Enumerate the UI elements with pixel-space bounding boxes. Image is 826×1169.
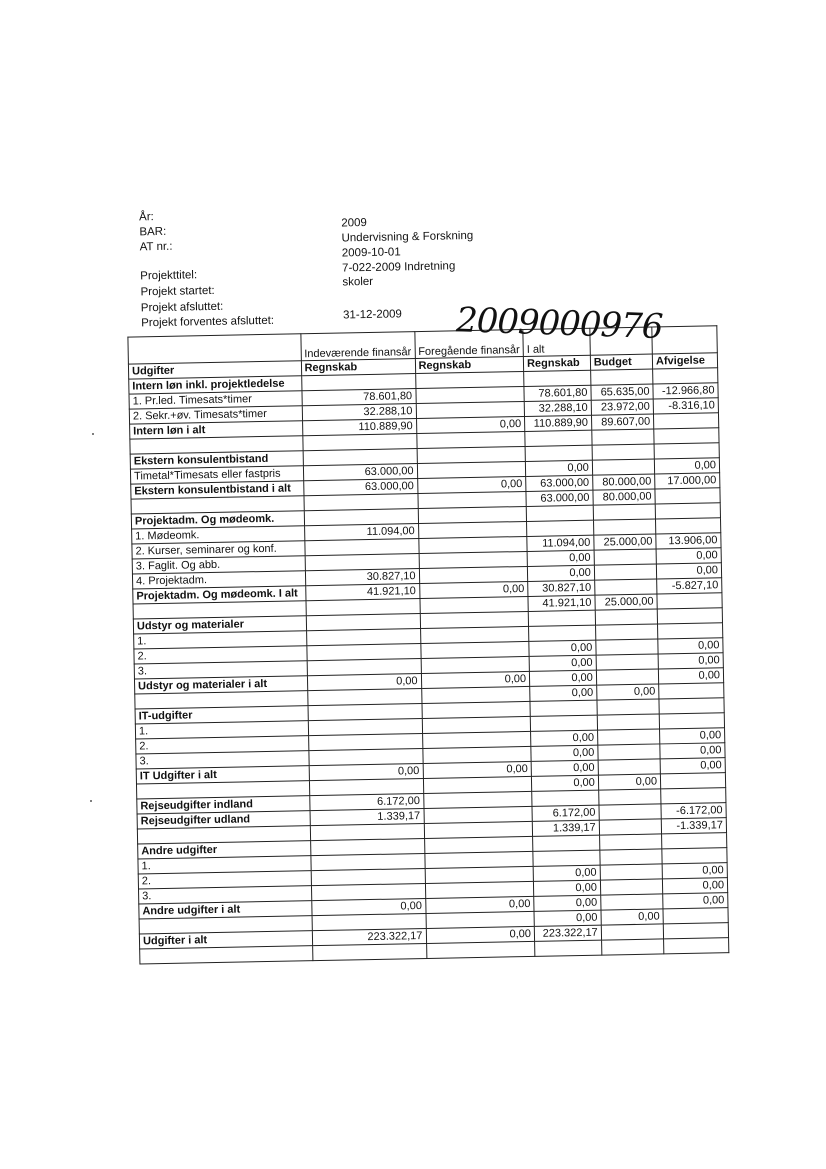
amount-cell: 0,00	[662, 863, 727, 879]
row-label: 3.	[136, 751, 309, 769]
amount-cell: 63.000,00	[526, 490, 593, 506]
scan-speck	[92, 433, 94, 435]
amount-cell: 0,00	[421, 671, 530, 688]
amount-cell	[597, 699, 659, 715]
row-label: Projektadm. Og mødeomk.	[131, 511, 304, 529]
amount-cell: 78.601,80	[524, 385, 591, 401]
amount-cell	[653, 368, 718, 384]
label-year: År:	[138, 211, 154, 224]
amount-cell	[592, 429, 654, 445]
amount-cell	[527, 520, 594, 536]
amount-cell	[663, 908, 728, 924]
amount-cell	[595, 609, 657, 625]
amount-cell: 0,00	[662, 878, 727, 894]
label-project-title: Projekttitel:	[140, 269, 198, 283]
amount-cell: 0,00	[660, 758, 725, 774]
column-header: Regnskab	[523, 355, 590, 371]
amount-cell	[528, 610, 595, 626]
value-expected-end: 31-12-2009	[342, 308, 402, 322]
amount-cell	[601, 894, 663, 910]
amount-cell: 0,00	[660, 728, 725, 744]
value-at-nr: 2009-10-01	[341, 246, 401, 260]
amount-cell: 0,00	[527, 550, 594, 566]
amount-cell	[426, 941, 535, 958]
amount-cell: 6.172,00	[309, 793, 423, 810]
row-label: Ekstern konsulentbistand	[130, 451, 303, 469]
amount-cell	[654, 428, 719, 444]
amount-cell	[655, 488, 720, 504]
amount-cell	[664, 938, 729, 954]
amount-cell	[659, 713, 724, 729]
amount-cell	[661, 788, 726, 804]
amount-cell	[590, 369, 652, 385]
amount-cell	[599, 819, 661, 835]
row-label: 1. Pr.led. Timesats*timer	[129, 391, 302, 409]
amount-cell: 0,00	[660, 743, 725, 759]
row-label: 3. Faglit. Og abb.	[132, 556, 305, 574]
amount-cell: 89.607,00	[591, 414, 653, 430]
amount-cell	[662, 848, 727, 864]
amount-cell	[595, 624, 657, 640]
column-group-header: Foregående finansår	[414, 329, 523, 358]
amount-cell	[594, 579, 656, 595]
label-project-expected-end: Projekt forventes afsluttet:	[141, 314, 275, 330]
amount-cell: 0,00	[658, 668, 723, 684]
amount-cell	[524, 370, 591, 386]
amount-cell	[593, 519, 655, 535]
amount-cell	[655, 503, 720, 519]
amount-cell	[657, 593, 722, 609]
amount-cell: 0,00	[531, 760, 598, 776]
amount-cell: 0,00	[425, 896, 534, 913]
column-header: Regnskab	[415, 356, 524, 373]
row-label: Timetal*Timesats eller fastpris	[130, 466, 303, 484]
amount-cell	[596, 639, 658, 655]
label-project-started: Projekt startet:	[140, 284, 215, 299]
amount-cell: 110.889,90	[302, 419, 416, 436]
amount-cell: 63.000,00	[303, 464, 417, 481]
amount-cell: 1.339,17	[532, 820, 599, 836]
amount-cell	[598, 744, 660, 760]
amount-cell: 0,00	[531, 730, 598, 746]
amount-cell: 0,00	[426, 926, 535, 943]
amount-cell: 78.601,80	[301, 389, 415, 406]
row-label: IT Udgifter i alt	[136, 766, 309, 784]
row-label: Ekstern konsulentbistand i alt	[131, 481, 304, 499]
amount-cell: 0,00	[534, 895, 601, 911]
amount-cell: 65.635,00	[591, 384, 653, 400]
amount-cell: 0,00	[417, 476, 526, 493]
row-label	[140, 946, 313, 964]
row-label: 2. Kurser, seminarer og konf.	[132, 541, 305, 559]
amount-cell	[529, 625, 596, 641]
amount-cell: 0,00	[416, 416, 525, 433]
amount-cell: -6.172,00	[661, 803, 726, 819]
amount-cell	[535, 940, 602, 956]
row-label: 2. Sekr.+øv. Timesats*timer	[129, 406, 302, 424]
row-label: IT-udgifter	[135, 706, 308, 724]
amount-cell: 30.827,10	[305, 569, 419, 586]
row-label: 2.	[134, 646, 307, 664]
amount-cell: 0,00	[533, 880, 600, 896]
amount-cell: 0,00	[658, 653, 723, 669]
amount-cell	[658, 623, 723, 639]
amount-cell: 11.094,00	[527, 535, 594, 551]
row-label: 1.	[134, 631, 307, 649]
amount-cell: 41.921,10	[528, 595, 595, 611]
project-header	[105, 200, 722, 348]
amount-cell: 0,00	[419, 581, 528, 598]
amount-cell	[659, 683, 724, 699]
amount-cell	[530, 700, 597, 716]
amount-cell	[596, 669, 658, 685]
amount-cell: 63.000,00	[526, 475, 593, 491]
amount-cell	[600, 849, 662, 865]
row-label: Udgifter i alt	[139, 931, 312, 949]
amount-cell: 0,00	[531, 775, 598, 791]
amount-cell: 23.972,00	[591, 399, 653, 415]
amount-cell	[596, 654, 658, 670]
column-group-header	[128, 334, 301, 364]
amount-cell: 0,00	[525, 460, 592, 476]
amount-cell: 0,00	[658, 638, 723, 654]
amount-cell: 0,00	[530, 685, 597, 701]
amount-cell: 30.827,10	[528, 580, 595, 596]
amount-cell: 63.000,00	[303, 479, 417, 496]
amount-cell: 41.921,10	[305, 584, 419, 601]
amount-cell	[532, 790, 599, 806]
amount-cell: -1.339,17	[661, 818, 726, 834]
amount-cell: 80.000,00	[593, 489, 655, 505]
column-header: Udgifter	[128, 361, 301, 379]
budget-table	[127, 325, 729, 964]
amount-cell: 110.889,90	[525, 415, 592, 431]
amount-cell: 0,00	[423, 761, 532, 778]
amount-cell: 0,00	[663, 893, 728, 909]
amount-cell	[599, 834, 661, 850]
amount-cell: 32.288,10	[302, 404, 416, 421]
row-label: 1. Mødeomk.	[132, 526, 305, 544]
amount-cell: 0,00	[529, 670, 596, 686]
amount-cell: 223.322,17	[534, 925, 601, 941]
amount-cell: 0,00	[529, 640, 596, 656]
amount-cell: 13.906,00	[656, 533, 721, 549]
amount-cell	[525, 445, 592, 461]
amount-cell	[526, 505, 593, 521]
amount-cell	[312, 943, 426, 960]
amount-cell: 0,00	[654, 458, 719, 474]
amount-cell	[533, 850, 600, 866]
amount-cell	[533, 835, 600, 851]
column-group-header: I alt	[523, 328, 590, 356]
amount-cell	[600, 864, 662, 880]
amount-cell	[599, 804, 661, 820]
value-project-title-cont: skoler	[342, 275, 374, 289]
amount-cell: 0,00	[656, 563, 721, 579]
amount-cell	[525, 430, 592, 446]
row-label: Intern løn inkl. projektledelse	[129, 376, 302, 394]
amount-cell: 6.172,00	[532, 805, 599, 821]
row-label: 1.	[138, 856, 311, 874]
amount-cell	[592, 444, 654, 460]
amount-cell: 0,00	[601, 909, 663, 925]
amount-cell	[601, 939, 663, 955]
row-label: 2.	[136, 736, 309, 754]
amount-cell	[594, 564, 656, 580]
amount-cell	[601, 924, 663, 940]
row-label: Andre udgifter	[138, 841, 311, 859]
amount-cell: 32.288,10	[524, 400, 591, 416]
amount-cell: 0,00	[307, 674, 421, 691]
amount-cell	[656, 518, 721, 534]
column-header: Afvigelse	[652, 353, 717, 369]
label-project-finished: Projekt afsluttet:	[140, 300, 224, 315]
amount-cell	[593, 504, 655, 520]
amount-cell	[657, 608, 722, 624]
amount-cell	[598, 759, 660, 775]
amount-cell: 0,00	[529, 655, 596, 671]
amount-cell: 0,00	[598, 774, 660, 790]
amount-cell	[659, 698, 724, 714]
amount-cell: 0,00	[656, 548, 721, 564]
amount-cell: 17.000,00	[655, 473, 720, 489]
amount-cell	[600, 879, 662, 895]
amount-cell: 223.322,17	[312, 928, 426, 945]
column-header: Regnskab	[301, 359, 415, 376]
amount-cell	[660, 773, 725, 789]
label-bar: BAR:	[139, 225, 167, 239]
row-label: 4. Projektadm.	[132, 571, 305, 589]
amount-cell	[662, 833, 727, 849]
amount-cell	[654, 443, 719, 459]
amount-cell: -5.827,10	[657, 578, 722, 594]
label-at-nr: AT nr.:	[139, 240, 173, 254]
row-label: 1.	[135, 721, 308, 739]
amount-cell: 0,00	[534, 910, 601, 926]
value-project-title: 7-022-2009 Indretning	[342, 260, 456, 275]
amount-cell: 80.000,00	[592, 474, 654, 490]
value-bar: Undervisning & Forskning	[341, 229, 474, 245]
column-header: Budget	[590, 354, 652, 370]
handwritten-number: 2009000976	[455, 300, 663, 348]
row-label: 2.	[138, 871, 311, 889]
row-label: Projektadm. Og mødeomk. I alt	[133, 586, 306, 604]
amount-cell: -12.966,80	[653, 383, 718, 399]
row-label: Intern løn i alt	[130, 421, 303, 439]
amount-cell	[594, 549, 656, 565]
amount-cell	[530, 715, 597, 731]
amount-cell: 11.094,00	[304, 524, 418, 541]
amount-cell	[653, 413, 718, 429]
row-label: 3.	[134, 661, 307, 679]
amount-cell: -8.316,10	[653, 398, 718, 414]
amount-cell: 1.339,17	[310, 808, 424, 825]
row-label: Udstyr og materialer	[133, 616, 306, 634]
column-group-header: Indeværende finansår	[300, 332, 415, 361]
scan-speck	[90, 800, 92, 802]
amount-cell: 25.000,00	[595, 594, 657, 610]
amount-cell: 0,00	[597, 684, 659, 700]
amount-cell: 0,00	[311, 898, 425, 915]
expense-document	[105, 200, 734, 965]
amount-cell: 0,00	[533, 865, 600, 881]
row-label: Andre udgifter i alt	[139, 901, 312, 919]
amount-cell	[597, 729, 659, 745]
amount-cell: 0,00	[309, 764, 423, 781]
row-label: 3.	[139, 886, 312, 904]
amount-cell: 25.000,00	[594, 534, 656, 550]
amount-cell	[663, 923, 728, 939]
amount-cell	[599, 789, 661, 805]
amount-cell: 0,00	[531, 745, 598, 761]
amount-cell: 0,00	[527, 565, 594, 581]
row-label: Udstyr og materialer i alt	[134, 676, 307, 694]
amount-cell	[592, 459, 654, 475]
row-label: Rejseudgifter indland	[137, 796, 310, 814]
amount-cell	[597, 714, 659, 730]
row-label: Rejseudgifter udland	[137, 811, 310, 829]
value-year: 2009	[341, 216, 367, 230]
